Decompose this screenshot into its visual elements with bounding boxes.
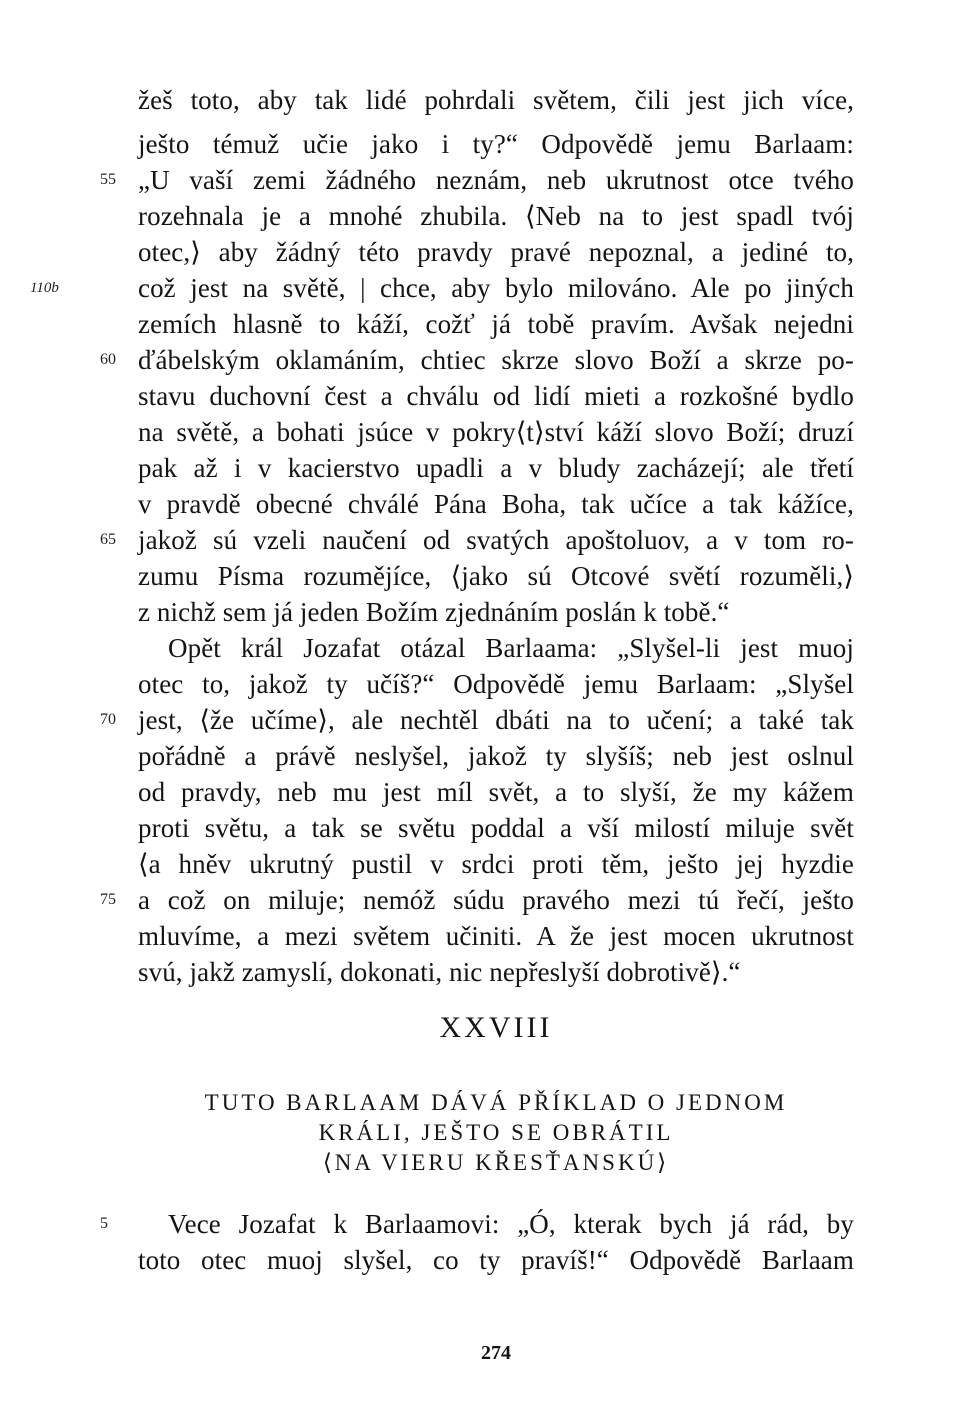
line-number: 70: [100, 711, 116, 728]
text-line: Opět král Jozafat otázal Barlaama: „Slyšel-li jest muoj: [168, 633, 854, 663]
text-line: otec,⟩ aby žádný této pravdy pravé nepoznal, a jediné to,: [138, 237, 854, 267]
text-line: stavu duchovní čest a chválu od lidí mieti a rozkošné bydlo: [138, 381, 854, 411]
line-number: 75: [100, 891, 116, 908]
margin-folio-note: 110b: [30, 280, 59, 296]
text-line: od pravdy, neb mu jest míl svět, a to slyší, že my kážem: [138, 777, 854, 807]
text-line: jest, ⟨že učíme⟩, ale nechtěl dbáti na to učení; a také tak: [138, 705, 854, 735]
text-line: svú, jakž zamyslí, dokonati, nic nepřeslyší dobrotivě⟩.“: [138, 957, 741, 987]
text-line: Vece Jozafat k Barlaamovi: „Ó, kterak bych já rád, by: [168, 1209, 854, 1239]
text-line: „U vaší zemi žádného neznám, neb ukrutnost otce tvého: [138, 165, 854, 195]
text-line: na světě, a bohati jsúce v pokry⟨t⟩ství káží slovo Boží; druzí: [138, 417, 854, 447]
line-number: 65: [100, 531, 116, 548]
text-line: mluvíme, a mezi světem učiniti. A že jest mocen ukrutnost: [138, 921, 854, 951]
text-line: v pravdě obecné chválé Pána Boha, tak učíce a tak kážíce,: [138, 489, 854, 519]
text-line: žeš toto, aby tak lidé pohrdali světem, čili jest jich více,: [138, 85, 854, 115]
text-line: pořádně a právě neslyšel, jakož ty slyšíš; neb jest oslnul: [138, 741, 854, 771]
text-line: rozehnala je a mnohé zhubila. ⟨Neb na to jest spadl tvój: [138, 201, 854, 231]
line-number: 55: [100, 171, 116, 188]
text-line: otec to, jakož ty učíš?“ Odpovědě jemu Barlaam: „Slyšel: [138, 669, 854, 699]
text-line: ⟨a hněv ukrutný pustil v srdci proti těm, ješto jej hyzdie: [138, 849, 854, 879]
text-line: ješto témuž učie jako i ty?“ Odpovědě jemu Barlaam:: [138, 129, 854, 159]
chapter-number: XXVIII: [439, 1011, 553, 1044]
text-line: a což on miluje; nemóž súdu pravého mezi tú řečí, ješto: [138, 885, 854, 915]
page-number: 274: [481, 1342, 511, 1364]
line-number: 5: [100, 1215, 108, 1232]
text-line: ďábelským oklamáním, chtiec skrze slovo Boží a skrze po-: [138, 345, 854, 375]
chapter-heading-line: TUTO BARLAAM DÁVÁ PŘÍKLAD O JEDNOM: [204, 1090, 788, 1115]
text-line: pak až i v kacierstvo upadli a v bludy zacházejí; ale třetí: [138, 453, 854, 483]
text-line: proti světu, a tak se světu poddal a vší milostí miluje svět: [138, 813, 854, 843]
text-line: z nichž sem já jeden Božím zjednáním poslán k tobě.“: [138, 597, 730, 627]
text-line: toto otec muoj slyšel, co ty pravíš!“ Odpovědě Barlaam: [138, 1245, 854, 1275]
text-line: což jest na světě, | chce, aby bylo milováno. Ale po jiných: [138, 273, 854, 303]
text-line: zemích hlasně to káží, cožť já tobě pravím. Avšak nejedni: [138, 309, 854, 339]
chapter-heading-line: ⟨NA VIERU KŘESŤANSKÚ⟩: [322, 1150, 670, 1175]
line-number: 60: [100, 351, 116, 368]
chapter-heading-line: KRÁLI, JEŠTO SE OBRÁTIL: [318, 1120, 674, 1145]
text-line: zumu Písma rozumějíce, ⟨jako sú Otcové světí rozuměli,⟩: [138, 561, 854, 591]
text-line: jakož sú vzeli naučení od svatých apoštoluov, a v tom ro-: [138, 525, 854, 555]
